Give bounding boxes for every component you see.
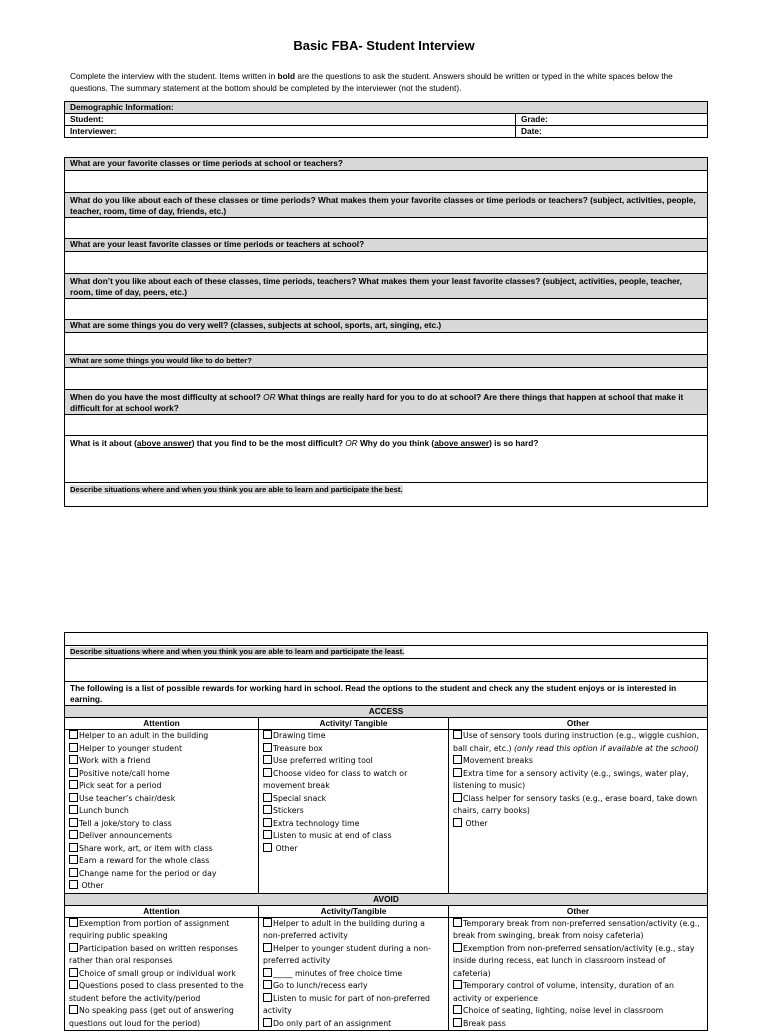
checkbox-icon[interactable] (263, 968, 272, 977)
access-attention-header: Attention (65, 718, 259, 730)
checkbox-icon[interactable] (453, 793, 462, 802)
checkbox-icon[interactable] (263, 755, 272, 764)
answer-4[interactable] (65, 299, 708, 320)
avoid-attention-header: Attention (65, 905, 259, 917)
question-7: When do you have the most difficulty at school? OR What things are really hard for you to do at school? Are there things that happen at school that make it difficult for at school work? (65, 390, 708, 415)
checkbox-icon[interactable] (69, 780, 78, 789)
student-field[interactable]: Student: (65, 114, 516, 126)
avoid-activity-list (259, 917, 449, 1031)
checkbox-item[interactable]: Helper to younger student (69, 743, 254, 756)
checkbox-icon[interactable] (69, 1005, 78, 1014)
access-activity-list (259, 730, 449, 894)
checkbox-item[interactable]: Share work, art, or item with class (69, 843, 254, 856)
question-8: What is it about (above answer) that you find to be the most difficult? OR Why do you think (above answer) is so hard? (65, 436, 708, 483)
checkbox-item[interactable]: Temporary control of volume, intensity, duration of an activity or experience (453, 981, 674, 1003)
access-activity-header: Activity/ Tangible (259, 718, 449, 730)
checkbox-item[interactable]: Questions posed to class presented to the student before the activity/period (69, 981, 244, 1003)
checkbox-item[interactable]: Helper to younger student during a non-preferred activity (263, 943, 431, 965)
checkbox-icon[interactable] (69, 805, 78, 814)
access-header: ACCESS (65, 706, 708, 718)
checkbox-item[interactable]: Treasure box (263, 743, 444, 756)
checkbox-icon[interactable] (69, 968, 78, 977)
checkbox-icon[interactable] (69, 830, 78, 839)
checkbox-item[interactable]: Listen to music at end of class (263, 830, 444, 843)
checkbox-icon[interactable] (453, 980, 462, 989)
checkbox-icon[interactable] (453, 755, 462, 764)
checkbox-item[interactable]: Temporary break from non-preferred sensation/activity (e.g., break from swinging, break from noisy cafeteria) (453, 918, 700, 940)
checkbox-item[interactable]: Special snack (263, 793, 444, 806)
answer-2[interactable] (65, 218, 708, 239)
checkbox-item[interactable]: Do only part of an assignment (263, 1018, 444, 1031)
question-5: What are some things you do very well? (classes, subjects at school, sports, art, singing, etc.) (65, 320, 708, 333)
spacer-row (65, 633, 708, 646)
checkbox-icon[interactable] (69, 730, 78, 739)
checkbox-icon[interactable] (453, 1018, 462, 1027)
checkbox-icon[interactable] (263, 918, 272, 927)
interviewer-field[interactable]: Interviewer: (65, 126, 516, 138)
rewards-intro: The following is a list of possible rewards for working hard in school. Read the options to the student and check any the student enjoys or is interested in earning. (65, 682, 708, 706)
question-2: What do you like about each of these classes or time periods? What makes them your favorite classes or time periods or teachers? (subject, activities, people, teacher, room, time of day, friends, etc.) (65, 193, 708, 218)
answer-7[interactable] (65, 415, 708, 436)
checkbox-item[interactable]: Lunch bunch (69, 805, 254, 818)
question-1: What are your favorite classes or time periods at school or teachers? (65, 158, 708, 171)
instructions: Complete the interview with the student. Items written in bold are the questions to ask the student. Answers should be written or typed in the white spaces below the questions. The summary statement at the bottom should be completed by the interviewer (not the student). (70, 71, 673, 93)
checkbox-item[interactable]: Use of sensory tools during instruction (e.g., wiggle cushion, ball chair, etc.) (only read this option if available at the school) (453, 731, 700, 753)
answer-least[interactable] (65, 659, 708, 682)
avoid-header: AVOID (65, 893, 708, 905)
checkbox-item[interactable]: Break pass (453, 1018, 703, 1031)
question-least: Describe situations where and when you think you are able to learn and participate the least. (65, 646, 708, 659)
checkbox-item[interactable]: Choice of seating, lighting, noise level in classroom (453, 1005, 703, 1018)
checkbox-icon[interactable] (263, 1018, 272, 1027)
checkbox-item[interactable]: Listen to music for part of non-preferred activity (263, 993, 430, 1015)
rewards-table (64, 632, 708, 1031)
checkbox-item[interactable]: Use teacher’s chair/desk (69, 793, 254, 806)
checkbox-item[interactable]: _____ minutes of free choice time (263, 968, 444, 981)
answer-6[interactable] (65, 368, 708, 390)
checkbox-item[interactable]: Positive note/call home (69, 768, 254, 781)
checkbox-icon[interactable] (69, 768, 78, 777)
date-field[interactable]: Date: (516, 126, 708, 138)
checkbox-item[interactable]: Stickers (263, 805, 444, 818)
checkbox-item[interactable]: Pick seat for a period (69, 780, 254, 793)
answer-5[interactable] (65, 333, 708, 355)
avoid-other-header: Other (449, 905, 708, 917)
checkbox-icon[interactable] (263, 743, 272, 752)
checkbox-item[interactable]: Participation based on written responses rather than oral responses (69, 943, 238, 965)
checkbox-item[interactable]: Other (263, 843, 444, 856)
access-other-list (449, 730, 708, 894)
checkbox-icon[interactable] (263, 943, 272, 952)
checkbox-icon[interactable] (69, 880, 78, 889)
checkbox-item[interactable]: Helper to adult in the building during a non-preferred activity (263, 918, 425, 940)
answer-1[interactable] (65, 171, 708, 193)
checkbox-item[interactable]: Drawing time (263, 730, 444, 743)
checkbox-item[interactable]: Exemption from non-preferred sensation/activity (e.g., stay inside during recess, eat lunch in classroom instead of cafeteria) (453, 943, 695, 978)
question-6: What are some things you would like to do better? (65, 355, 708, 368)
checkbox-item[interactable]: Choice of small group or individual work (69, 968, 254, 981)
checkbox-icon[interactable] (69, 843, 78, 852)
demographic-table (64, 101, 708, 138)
checkbox-icon[interactable] (453, 943, 462, 952)
checkbox-icon[interactable] (453, 918, 462, 927)
checkbox-item[interactable]: Choose video for class to watch or movement break (263, 768, 408, 790)
checkbox-icon[interactable] (69, 980, 78, 989)
avoid-activity-header: Activity/Tangible (259, 905, 449, 917)
avoid-attention-list (65, 917, 259, 1031)
checkbox-item[interactable]: Earn a reward for the whole class (69, 855, 254, 868)
checkbox-item[interactable]: Go to lunch/recess early (263, 980, 444, 993)
checkbox-icon[interactable] (263, 830, 272, 839)
checkbox-icon[interactable] (263, 993, 272, 1002)
checkbox-item[interactable]: No speaking pass (get out of answering questions out loud for the period) (69, 1006, 234, 1028)
checkbox-icon[interactable] (263, 818, 272, 827)
checkbox-icon[interactable] (453, 768, 462, 777)
checkbox-item[interactable]: Extra time for a sensory activity (e.g., swings, water play, listening to music) (453, 768, 689, 790)
checkbox-icon[interactable] (453, 1005, 462, 1014)
grade-field[interactable]: Grade: (516, 114, 708, 126)
checkbox-item[interactable]: Other (453, 818, 703, 831)
checkbox-item[interactable]: Other (69, 880, 254, 893)
page-title: Basic FBA- Student Interview (293, 38, 475, 53)
question-4: What don’t you like about each of these classes, time periods, teachers? What makes them your least favorite classes? (subject, activities, people, teacher, room, time of day, peers, etc.) (65, 274, 708, 299)
answer-3[interactable] (65, 252, 708, 274)
demographic-header: Demographic Information: (65, 102, 708, 114)
checkbox-icon[interactable] (69, 943, 78, 952)
checkbox-icon[interactable] (69, 918, 78, 927)
access-other-header: Other (449, 718, 708, 730)
checkbox-icon[interactable] (453, 730, 462, 739)
checkbox-icon[interactable] (263, 980, 272, 989)
checkbox-icon[interactable] (69, 793, 78, 802)
checkbox-icon[interactable] (453, 818, 462, 827)
access-attention-list (65, 730, 259, 894)
checkbox-icon[interactable] (69, 743, 78, 752)
checkbox-item[interactable]: Use preferred writing tool (263, 755, 444, 768)
checkbox-item[interactable]: Helper to an adult in the building (69, 730, 254, 743)
checkbox-item[interactable]: Exemption from portion of assignment requiring public speaking (69, 918, 230, 940)
checkbox-icon[interactable] (69, 818, 78, 827)
questions-table (64, 157, 708, 507)
checkbox-item[interactable]: Movement breaks (453, 755, 703, 768)
checkbox-item[interactable]: Tell a joke/story to class (69, 818, 254, 831)
checkbox-icon[interactable] (263, 843, 272, 852)
checkbox-item[interactable]: Extra technology time (263, 818, 444, 831)
checkbox-icon[interactable] (69, 755, 78, 764)
checkbox-item[interactable]: Class helper for sensory tasks (e.g., erase board, take down chairs, carry books) (453, 793, 698, 815)
checkbox-item[interactable]: Change name for the period or day (69, 868, 254, 881)
question-3: What are your least favorite classes or time periods or teachers at school? (65, 239, 708, 252)
checkbox-item[interactable]: Work with a friend (69, 755, 254, 768)
checkbox-icon[interactable] (69, 855, 78, 864)
checkbox-icon[interactable] (263, 768, 272, 777)
checkbox-icon[interactable] (69, 868, 78, 877)
checkbox-icon[interactable] (263, 730, 272, 739)
checkbox-icon[interactable] (263, 793, 272, 802)
question-9: Describe situations where and when you think you are able to learn and participate the best. (65, 483, 708, 507)
checkbox-icon[interactable] (263, 805, 272, 814)
avoid-other-list (449, 917, 708, 1031)
checkbox-item[interactable]: Deliver announcements (69, 830, 254, 843)
